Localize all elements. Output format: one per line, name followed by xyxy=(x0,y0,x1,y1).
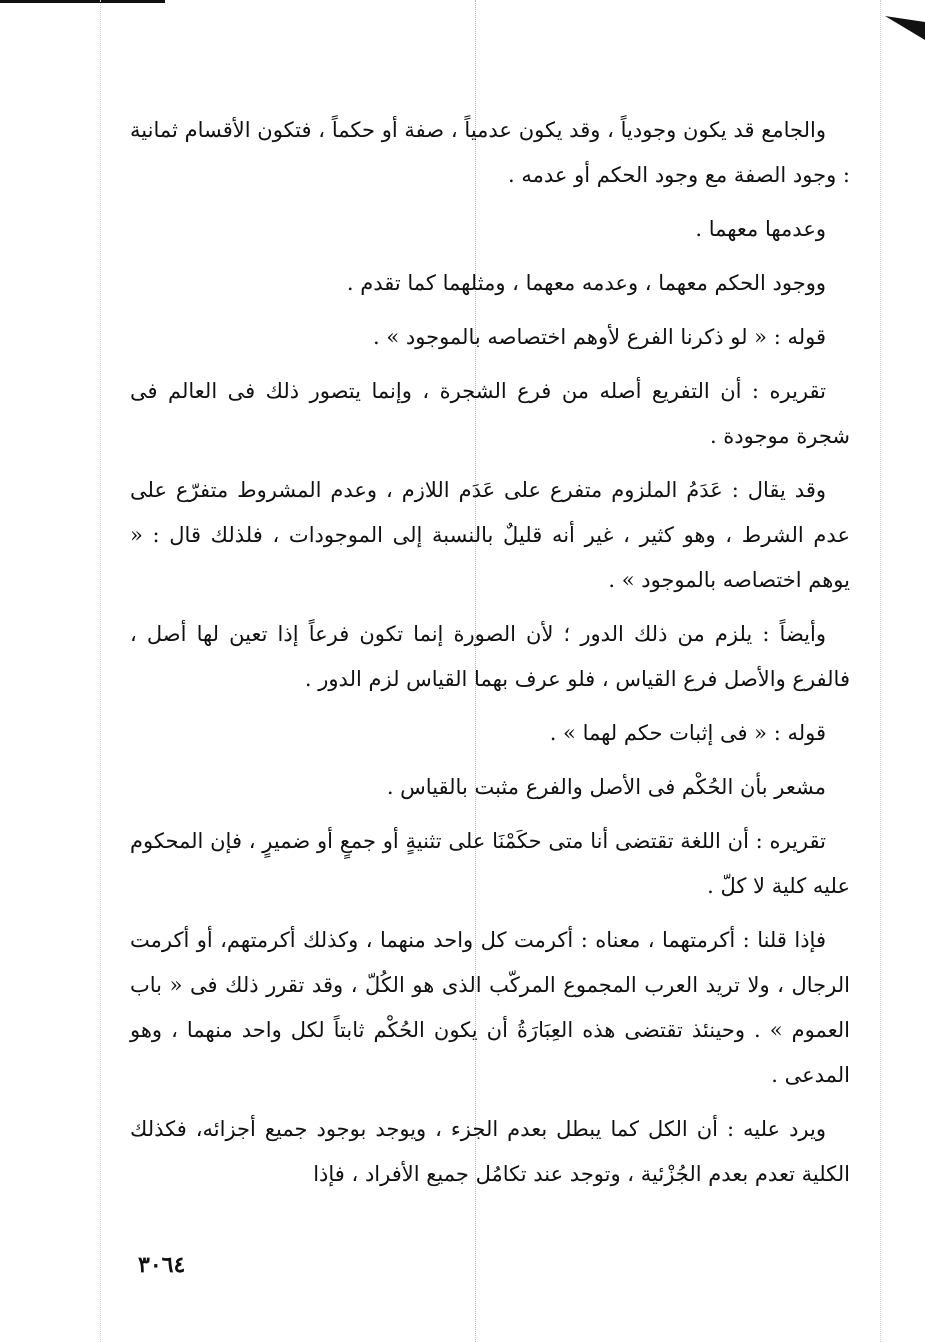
paragraph: وعدمها معهما . xyxy=(695,217,826,241)
paragraph: والجامع قد يكون وجودياً ، وقد يكون عدمياً ، صفة أو حكماً ، فتكون الأقسام ثمانية : وجود الصفة مع وجود الحكم أو عدمه . xyxy=(130,118,850,187)
paragraph: وقد يقال : عَدَمُ الملزوم متفرع على عَدَم اللازم ، وعدم المشروط متفرّع على عدم الشرط ، وهو كثير ، غير أنه قليلٌ بالنسبة إلى الموجودات ، فلذلك قال : « يوهم اختصاصه بالموجود » . xyxy=(130,478,850,592)
paragraph: قوله : « لو ذكرنا الفرع لأوهم اختصاصه بالموجود » . xyxy=(373,325,826,349)
corner-triangle-icon xyxy=(885,14,925,40)
paragraph: وأيضاً : يلزم من ذلك الدور ؛ لأن الصورة إنما تكون فرعاً إذا تعين لها أصل ، فالفرع والأصل فرع القياس ، فلو عرف بهما القياس لزم الدور . xyxy=(130,622,850,691)
paragraph: تقريره : أن التفريع أصله من فرع الشجرة ، وإنما يتصور ذلك فى العالم فى شجرة موجودة . xyxy=(130,379,850,448)
scan-fold-line xyxy=(100,0,101,1342)
paragraph: فإذا قلنا : أكرمتهما ، معناه : أكرمت كل واحد منهما ، وكذلك أكرمتهم، أو أكرمت الرجال ، ولا تريد العرب المجموع المركّب الذى هو الكُلّ ، وقد تقرر ذلك فى « باب العموم » . وحينئذ تقتضى هذه العِبَارَةُ أن يكون الحُكْم ثابتاً لكل واحد منهما ، وهو المدعى . xyxy=(130,928,850,1087)
paragraph: تقريره : أن اللغة تقتضى أنا متى حكَمْنَا على تثنيةٍ أو جمعٍ أو ضميرٍ ، فإن المحكوم عليه كلية لا كلّ . xyxy=(130,829,850,898)
paragraph: ويرد عليه : أن الكل كما يبطل بعدم الجزء ، ويوجد بوجود جميع أجزائه، فكذلك الكلية تعدم بعدم الجُزْئية ، وتوجد عند تكامُل جميع الأفراد ، فإذا xyxy=(130,1117,850,1186)
scan-edge-line xyxy=(0,0,165,3)
page-number: ٣٠٦٤ xyxy=(138,1252,186,1278)
paragraph: ووجود الحكم معهما ، وعدمه معهما ، ومثلهما كما تقدم . xyxy=(346,271,826,295)
body-text xyxy=(130,108,850,1206)
paragraph: قوله : « فى إثبات حكم لهما » . xyxy=(549,721,826,745)
paragraph: مشعر بأن الحُكْم فى الأصل والفرع مثبت بالقياس . xyxy=(386,775,826,799)
scan-fold-line xyxy=(880,0,881,1342)
